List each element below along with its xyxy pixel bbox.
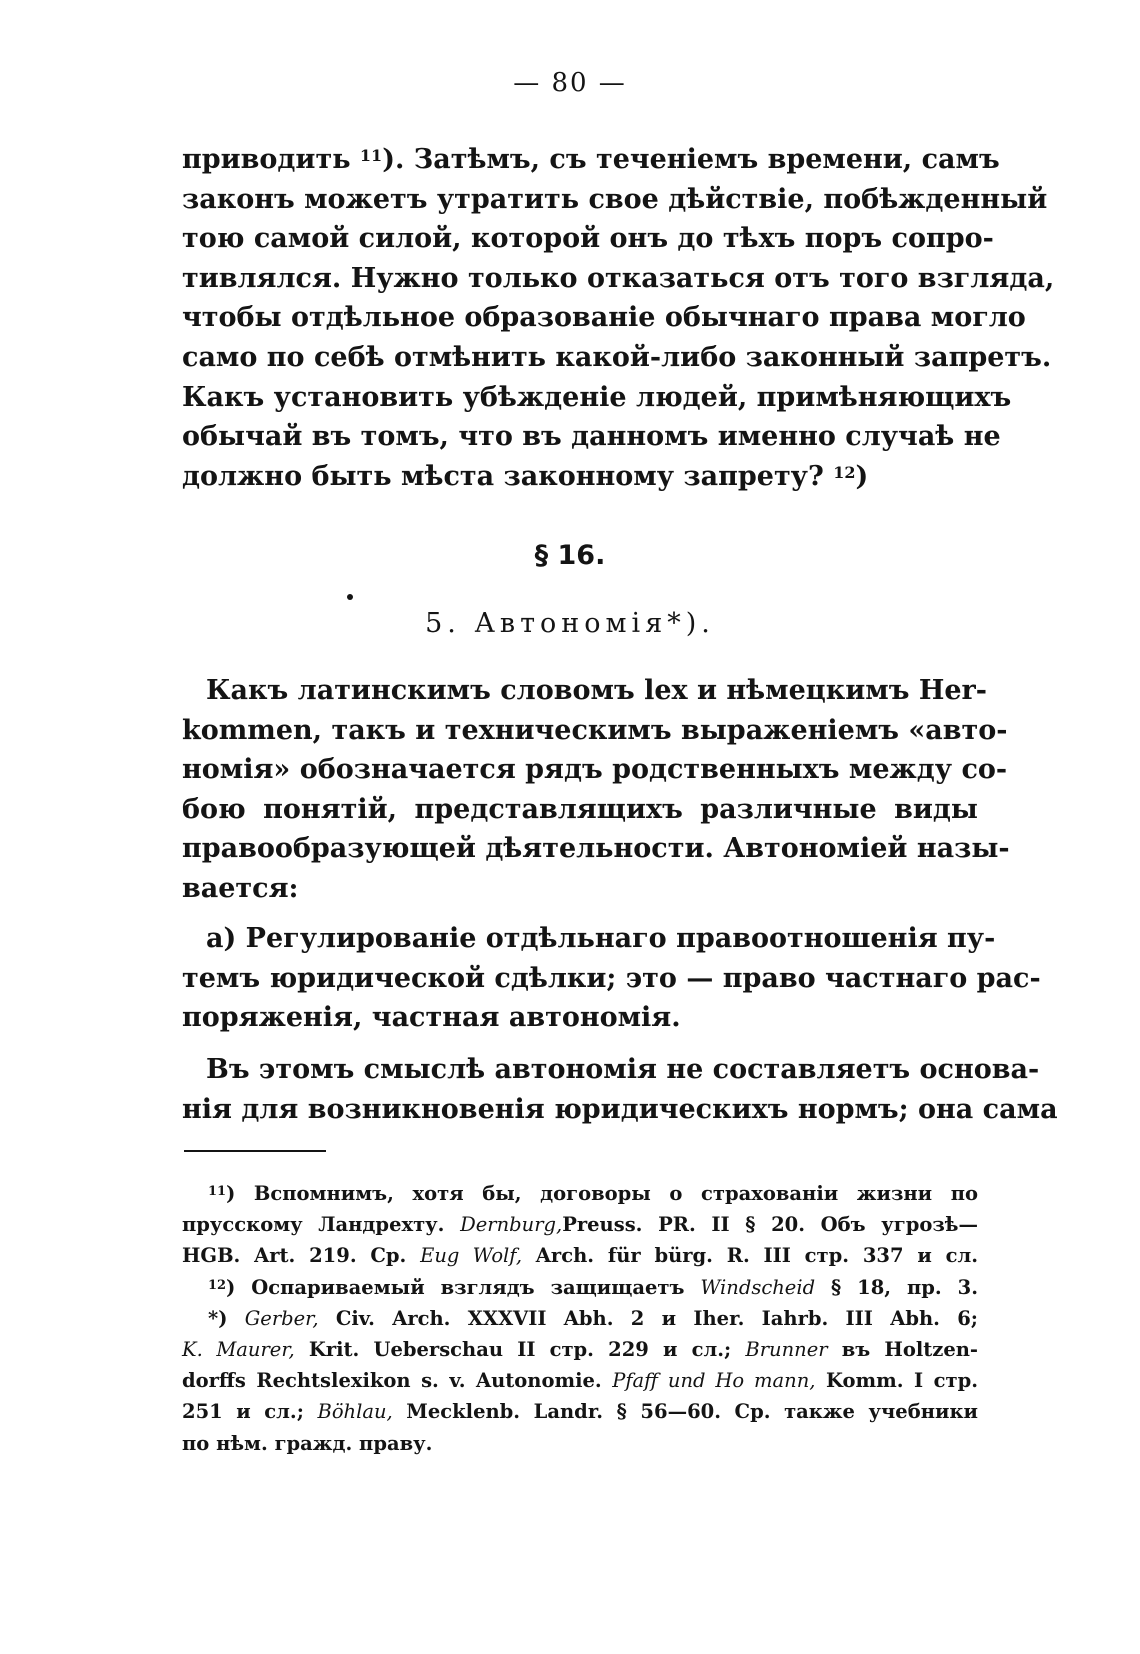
- text-line: само по себѣ отмѣнить какой-либо законный запретъ.: [182, 341, 1052, 373]
- text-line: Какъ латинскимъ словомъ lex и нѣмецкимъ Her-: [206, 675, 987, 706]
- author-name: Eug Wolf,: [420, 1244, 523, 1268]
- author-name: Windscheid: [700, 1275, 816, 1299]
- text-line: правообразующей дѣятельности. Автономіей назы-: [182, 833, 1010, 865]
- paragraph-continuation: [182, 140, 1055, 496]
- footnote-line: 251 и сл.; Böhlau, Mecklenb. Landr. § 56—60. Ср. также учебники: [182, 1400, 978, 1424]
- footnote-marker: 12: [208, 1277, 227, 1293]
- footnote-star: *) Gerber, Civ. Arch. XXXVII Abh. 2 и Iher. Iahrb. III Abh. 6;: [208, 1306, 978, 1330]
- text-line: приводить $^{11}$). Затѣмъ, съ теченіемъ времени, самъ: [182, 144, 1000, 175]
- footnote-ref-12[interactable]: 12: [833, 462, 856, 482]
- section-heading: § 16.: [534, 540, 606, 571]
- text-line: чтобы отдѣльное образованіе обычнаго права могло: [182, 302, 1026, 334]
- text-line: обычай въ томъ, что въ данномъ именно случаѣ не: [182, 421, 1001, 453]
- author-name: Gerber,: [244, 1306, 319, 1330]
- text-line: законъ можетъ утратить свое дѣйствіе, побѣжденный: [182, 183, 1048, 215]
- page-number: — 80 —: [513, 68, 627, 98]
- text-line: номія» обозначается рядъ родственныхъ между со-: [182, 754, 1008, 786]
- section-subtitle: 5. Автономія*).: [425, 608, 715, 639]
- footnote-line: HGB. Art. 219. Ср. Eug Wolf, Arch. für bürg. R. III стр. 337 и сл.: [182, 1244, 978, 1268]
- text-line: поряженія, частная автономія.: [182, 1002, 681, 1034]
- text-line: тою самой силой, которой онъ до тѣхъ поръ сопро-: [182, 223, 994, 255]
- text-line: бою понятій, представлящихъ различные виды: [182, 793, 978, 825]
- text-line: вается:: [182, 872, 299, 904]
- footnotes: [182, 1178, 978, 1459]
- footnote-line: по нѣм. гражд. праву.: [182, 1431, 433, 1455]
- paragraph-definition: [182, 671, 1010, 909]
- paragraph-meaning: [182, 1050, 1058, 1129]
- footnote-line: dorffs Rechtslexikon s. v. Autonomie. Pfaff und Ho mann, Komm. I стр.: [182, 1369, 978, 1393]
- footnote-marker: *): [208, 1306, 228, 1330]
- text-line: тивлялся. Нужно только отказаться отъ того взгляда,: [182, 262, 1055, 294]
- text-line: Въ этомъ смыслѣ автономія не составляетъ основа-: [206, 1054, 1040, 1085]
- footnote-12: $^{12}$) Оспариваемый взглядъ защищаетъ Windscheid § 18, пр. 3.: [208, 1275, 978, 1299]
- footnote-ref-11[interactable]: 11: [359, 146, 383, 165]
- paragraph-item-a: [182, 919, 1041, 1038]
- stray-dot: [347, 594, 353, 600]
- text-line: темъ юридической сдѣлки; это — право частнаго рас-: [182, 962, 1041, 994]
- footnote-separator: [184, 1150, 326, 1152]
- author-name: Brunner: [745, 1337, 828, 1361]
- author-name: Dernburg,: [460, 1213, 563, 1237]
- footnote-line: прусскому Ландрехту. Dernburg,Preuss. PR. II § 20. Объ угрозѣ—: [182, 1213, 978, 1237]
- footnote-line: K. Maurer, Krit. Ueberschau II стр. 229 и сл.; Brunner въ Holtzen-: [182, 1337, 978, 1361]
- footnote-marker: 11: [208, 1184, 227, 1199]
- text-line: а) Регулированіе отдѣльнаго правоотношенія пу-: [206, 923, 996, 954]
- text-line: должно быть мѣста законному запрету? $^{12}$): [182, 460, 869, 492]
- text-line: нія для возникновенія юридическихъ нормъ; она сама: [182, 1093, 1058, 1125]
- author-name: Böhlau,: [317, 1400, 393, 1424]
- author-name: K. Maurer,: [182, 1337, 295, 1361]
- footnote-11: $^{11}$) Вспомнимъ, хотя бы, договоры о страхованіи жизни по: [208, 1182, 978, 1205]
- text-line: Какъ установить убѣжденіе людей, примѣняющихъ: [182, 381, 1012, 413]
- author-name: Pfaff und Ho mann,: [612, 1369, 816, 1393]
- text-line: kommen, такъ и техническимъ выраженіемъ «авто-: [182, 714, 1008, 746]
